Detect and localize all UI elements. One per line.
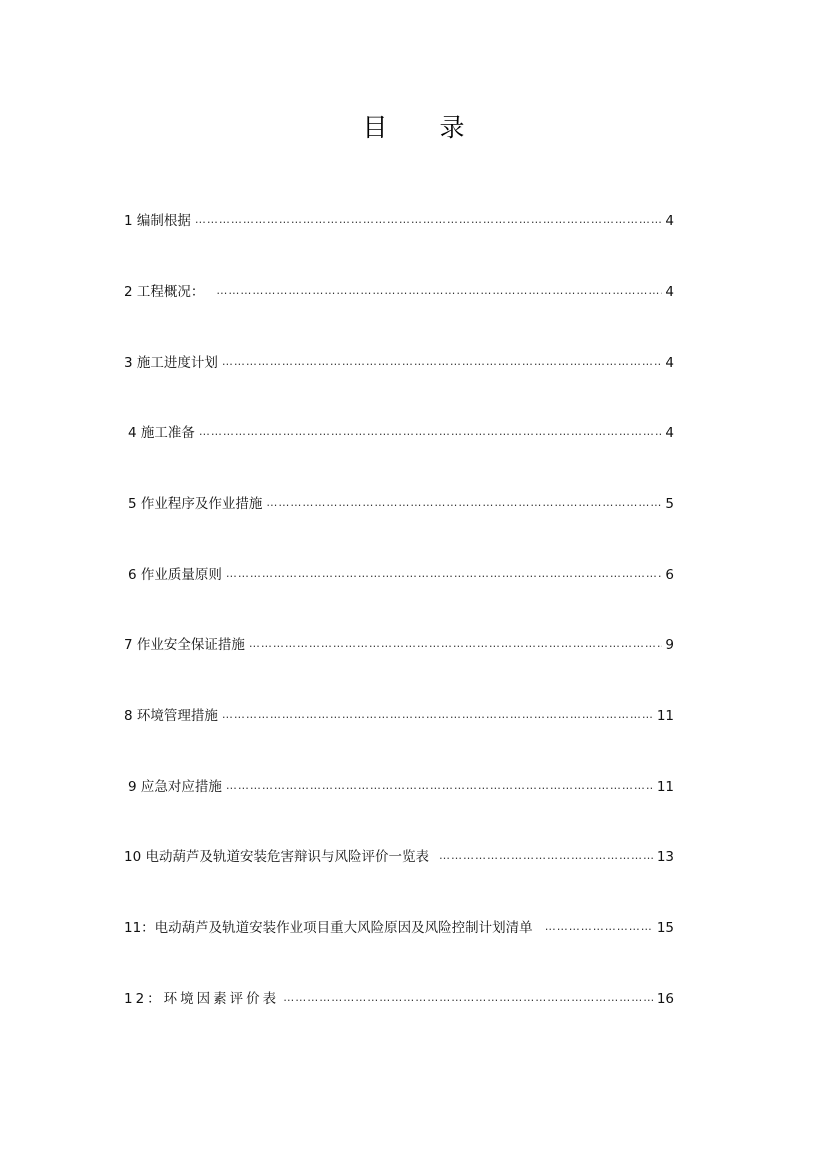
toc-page-number: 4 bbox=[665, 213, 674, 229]
toc-entry-label: 12：环境因素评价表 bbox=[124, 991, 280, 1007]
toc-entry-label: 7 作业安全保证措施 bbox=[124, 637, 245, 653]
toc-entry[interactable] bbox=[124, 776, 674, 796]
toc-entry[interactable] bbox=[124, 422, 674, 442]
toc-entry-label: 9 应急对应措施 bbox=[128, 779, 222, 795]
toc-entry-label: 11：电动葫芦及轨道安装作业项目重大风险原因及风险控制计划清单 bbox=[124, 920, 533, 936]
toc-page-number: 4 bbox=[665, 355, 674, 371]
toc-entry-label: 3 施工进度计划 bbox=[124, 355, 218, 371]
toc-entry[interactable] bbox=[124, 705, 674, 725]
toc-entry-label: 1 编制根据 bbox=[124, 213, 191, 229]
toc-page-number: 6 bbox=[665, 567, 674, 583]
toc-dot-leader bbox=[266, 494, 662, 513]
toc-page-number: 11 bbox=[656, 708, 674, 724]
toc-dot-leader bbox=[545, 918, 654, 937]
toc-entry[interactable] bbox=[124, 988, 674, 1008]
toc-entry[interactable] bbox=[124, 634, 674, 654]
toc-page-number: 4 bbox=[665, 425, 674, 441]
toc-entry-label: 6 作业质量原则 bbox=[128, 567, 222, 583]
toc-page-number: 13 bbox=[656, 849, 674, 865]
toc-entry[interactable] bbox=[124, 846, 674, 866]
toc-dot-leader bbox=[222, 353, 663, 372]
toc-page-number: 11 bbox=[656, 779, 674, 795]
toc-page-number: 4 bbox=[665, 284, 674, 300]
toc-page-number: 9 bbox=[665, 637, 674, 653]
toc-entry[interactable] bbox=[124, 917, 674, 937]
toc-dot-leader bbox=[226, 565, 663, 584]
toc-dot-leader bbox=[222, 706, 654, 725]
toc-entry[interactable] bbox=[124, 281, 674, 301]
toc-entry[interactable] bbox=[124, 210, 674, 230]
toc-entry-label: 10 电动葫芦及轨道安装危害辩识与风险评价一览表 bbox=[124, 849, 429, 865]
toc-entry-label: 5 作业程序及作业措施 bbox=[128, 496, 263, 512]
toc-entry-label: 8 环境管理措施 bbox=[124, 708, 218, 724]
toc-dot-leader bbox=[199, 423, 663, 442]
toc-page-number: 15 bbox=[656, 920, 674, 936]
toc-dot-leader bbox=[195, 211, 663, 230]
toc-entry[interactable] bbox=[124, 493, 674, 513]
toc-dot-leader bbox=[216, 282, 662, 301]
toc-entry[interactable] bbox=[124, 352, 674, 372]
toc-entry-label: 4 施工准备 bbox=[128, 425, 195, 441]
toc-entry[interactable] bbox=[124, 564, 674, 584]
toc-page-number: 5 bbox=[665, 496, 674, 512]
toc-dot-leader bbox=[439, 847, 654, 866]
toc-dot-leader bbox=[226, 777, 654, 796]
toc-dot-leader bbox=[249, 635, 663, 654]
toc-entry-label: 2 工程概况： bbox=[124, 284, 205, 300]
toc-page-number: 16 bbox=[656, 991, 674, 1007]
toc-dot-leader bbox=[283, 989, 654, 1008]
page-title: 目 录 bbox=[362, 113, 487, 142]
